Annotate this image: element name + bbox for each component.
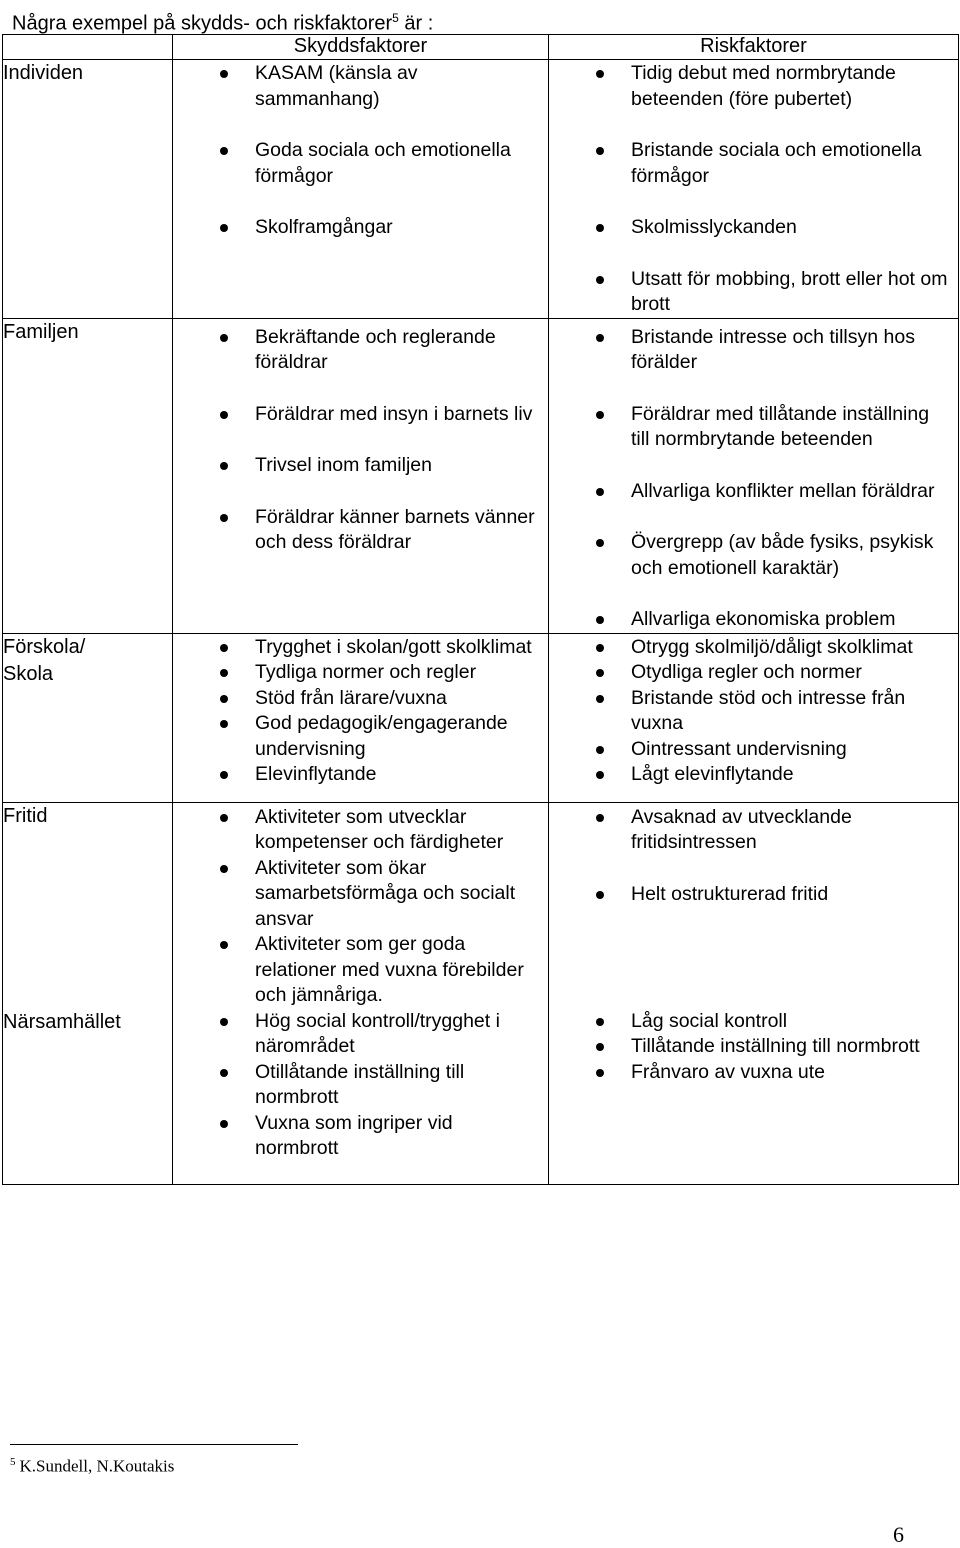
- intro-text: [12, 6, 433, 36]
- list-item: Skolmisslyckanden: [549, 215, 958, 241]
- list-item: Bristande intresse och tillsyn hos förälder: [549, 325, 958, 376]
- list-item: Utsatt för mobbing, brott eller hot om brott: [549, 267, 958, 318]
- list-item: Tydliga normer och regler: [173, 660, 548, 686]
- footnote-text: K.Sundell, N.Koutakis: [19, 1456, 175, 1476]
- footnote-divider: [10, 1444, 298, 1445]
- table-row-individen: [3, 60, 959, 319]
- page-number: 6: [893, 1522, 904, 1547]
- list-item: Bristande stöd och intresse från vuxna: [549, 686, 958, 737]
- row-label-familjen: Familjen: [3, 318, 173, 633]
- list-item: Allvarliga konflikter mellan föräldrar: [549, 479, 958, 505]
- list-item: Trygghet i skolan/gott skolklimat: [173, 635, 548, 661]
- list-item: Avsaknad av utvecklande fritidsintressen: [549, 805, 958, 856]
- risk-cell-fritid: [549, 802, 959, 1009]
- protective-cell-narsamhallet: [173, 1009, 549, 1185]
- footnote-number: 5: [10, 1456, 16, 1468]
- list-item: Skolframgångar: [173, 215, 548, 241]
- risk-cell-familjen: [549, 318, 959, 633]
- list-item: Trivsel inom familjen: [173, 453, 548, 479]
- header-risk: Riskfaktorer: [549, 35, 959, 60]
- factors-table: [2, 34, 959, 1185]
- table-row-narsamhallet: [3, 1009, 959, 1185]
- list-item: Goda sociala och emotionella förmågor: [173, 138, 548, 189]
- header-protective: Skyddsfaktorer: [173, 35, 549, 60]
- footnote: [10, 1456, 174, 1477]
- list-item: Helt ostrukturerad fritid: [549, 882, 958, 908]
- header-row: [3, 35, 959, 60]
- list-item: Aktiviteter som ger goda relationer med vuxna förebilder och jämnåriga.: [173, 932, 548, 1009]
- protective-cell-skola: [173, 633, 549, 802]
- list-item: Otillåtande inställning till normbrott: [173, 1060, 548, 1111]
- list-item: Bristande sociala och emotionella förmågor: [549, 138, 958, 189]
- table-row-skola: [3, 633, 959, 802]
- protective-cell-familjen: [173, 318, 549, 633]
- list-item: Tidig debut med normbrytande beteenden (före pubertet): [549, 61, 958, 112]
- row-label-skola: Förskola/ Skola: [3, 633, 173, 802]
- list-item: Stöd från lärare/vuxna: [173, 686, 548, 712]
- list-item: Otydliga regler och normer: [549, 660, 958, 686]
- list-item: Hög social kontroll/trygghet i närområdet: [173, 1009, 548, 1060]
- list-item: Otrygg skolmiljö/dåligt skolklimat: [549, 635, 958, 661]
- intro-tail: är :: [398, 12, 434, 35]
- list-item: Elevinflytande: [173, 762, 548, 788]
- list-item: Tillåtande inställning till normbrott: [549, 1034, 958, 1060]
- list-item: Föräldrar med tillåtande inställning till normbrytande beteenden: [549, 402, 958, 453]
- list-item: Föräldrar känner barnets vänner och dess föräldrar: [173, 505, 548, 556]
- list-item: Allvarliga ekonomiska problem: [549, 607, 958, 633]
- list-item: Bekräftande och reglerande föräldrar: [173, 325, 548, 376]
- protective-cell-fritid: [173, 802, 549, 1009]
- header-blank: [3, 35, 173, 60]
- list-item: Aktiviteter som utvecklar kompetenser och färdigheter: [173, 805, 548, 856]
- risk-cell-skola: [549, 633, 959, 802]
- risk-cell-individen: [549, 60, 959, 319]
- footnote-ref: 5: [392, 11, 399, 25]
- list-item: Föräldrar med insyn i barnets liv: [173, 402, 548, 428]
- list-item: Låg social kontroll: [549, 1009, 958, 1035]
- intro-main: Några exempel på skydds- och riskfaktorer: [12, 12, 393, 35]
- row-label-individen: Individen: [3, 60, 173, 319]
- row-label-fritid: Fritid: [3, 802, 173, 1009]
- list-item: KASAM (känsla av sammanhang): [173, 61, 548, 112]
- list-item: God pedagogik/engagerande undervisning: [173, 711, 548, 762]
- list-item: Aktiviteter som ökar samarbetsförmåga och socialt ansvar: [173, 856, 548, 933]
- list-item: Övergrepp (av både fysiks, psykisk och emotionell karaktär): [549, 530, 958, 581]
- list-item: Vuxna som ingriper vid normbrott: [173, 1111, 548, 1162]
- risk-cell-narsamhallet: [549, 1009, 959, 1185]
- table-row-fritid: [3, 802, 959, 1009]
- list-item: Lågt elevinflytande: [549, 762, 958, 788]
- list-item: Ointressant undervisning: [549, 737, 958, 763]
- table-row-familjen: [3, 318, 959, 633]
- list-item: Frånvaro av vuxna ute: [549, 1060, 958, 1086]
- row-label-narsamhallet: Närsamhället: [3, 1009, 173, 1185]
- protective-cell-individen: [173, 60, 549, 319]
